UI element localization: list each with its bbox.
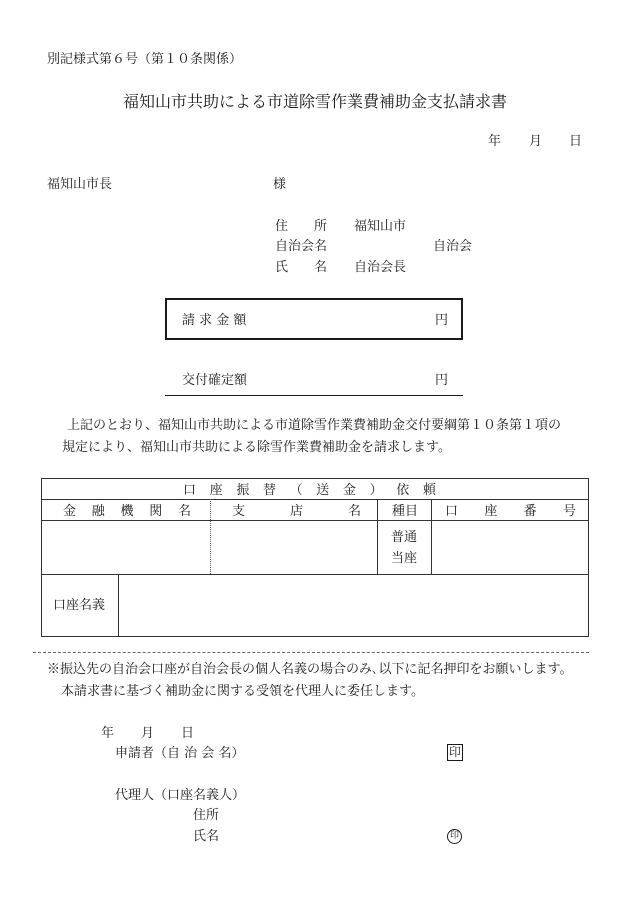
- table-rule-account-name: [41, 574, 589, 575]
- account-name-label: 口座名義: [53, 598, 106, 613]
- column-header-char: 名: [177, 504, 191, 519]
- table-divider-account-name: [118, 574, 119, 637]
- bank-table-title-char: 座: [209, 483, 223, 498]
- column-header-char: 支: [232, 504, 246, 519]
- delegation-note: ※振込先の自治会口座が自治会長の個人名義の場合のみ､以下に記名押印をお願いします。: [47, 662, 573, 677]
- table-rule-header: [41, 520, 589, 521]
- address-value: 福知山市: [354, 219, 407, 234]
- column-header-char: 座: [484, 504, 498, 519]
- addressee-name: 福知山市長: [47, 177, 113, 192]
- square-seal-mark: 印: [448, 745, 461, 759]
- column-header-account-number: [445, 504, 576, 520]
- account-type-ordinary: 普通: [391, 530, 418, 545]
- name-label-2: 名: [314, 260, 328, 275]
- column-header-char: 口: [445, 504, 459, 519]
- column-header-char: 名: [347, 504, 361, 519]
- bank-table-title-char: 依: [396, 483, 410, 498]
- delegation-address-label: 住所: [193, 808, 220, 823]
- page-title: 福知山市共助による市道除雪作業費補助金支払請求書: [122, 92, 507, 111]
- column-header-char: 番: [523, 504, 537, 519]
- addressee-honorific: 様: [273, 177, 287, 192]
- column-header-type: 種目: [391, 504, 418, 519]
- delegation-statement: 本請求書に基づく補助金に関する受領を代理人に委任します。: [61, 684, 424, 699]
- address-label-2: 所: [314, 219, 328, 234]
- delegation-date-day: 日: [181, 726, 195, 741]
- date-year-label: 年: [488, 134, 502, 149]
- claim-amount-label: 請 求 金 額: [182, 313, 247, 328]
- table-rule-title: [41, 499, 589, 500]
- column-header-institution: [63, 504, 191, 520]
- table-divider-type-left: [377, 499, 378, 574]
- column-header-char: 関: [149, 504, 163, 519]
- date-day-label: 日: [569, 134, 583, 149]
- confirmed-amount-underline: [165, 395, 463, 396]
- association-suffix: 自治会: [433, 239, 473, 254]
- bank-table-title-char: 金: [342, 483, 356, 498]
- bank-table-title-char: （: [289, 483, 303, 498]
- bank-table-title-char: 頼: [422, 483, 436, 498]
- delegation-name-label: 氏名: [193, 829, 220, 844]
- form-number: 別記様式第６号（第１０条関係）: [47, 52, 243, 67]
- bank-table-title: [183, 483, 436, 499]
- bank-table-title-char: 振: [236, 483, 250, 498]
- column-header-char: 店: [289, 504, 303, 519]
- bank-table-title-char: 替: [262, 483, 276, 498]
- delegation-date-year: 年: [101, 726, 115, 741]
- association-label: 自治会名: [275, 239, 328, 254]
- name-label-1: 氏: [275, 260, 289, 275]
- table-divider-dotted: [210, 499, 211, 574]
- delegation-date-month: 月: [141, 726, 155, 741]
- bank-table-title-char: 口: [183, 483, 197, 498]
- bank-transfer-table: [41, 478, 589, 637]
- body-text-line-1: 上記のとおり、福知山市共助による市道除雪作業費補助金交付要綱第１０条第１項の: [67, 418, 562, 433]
- column-header-branch: [232, 504, 361, 520]
- date-month-label: 月: [529, 134, 543, 149]
- bank-table-title-char: 送: [316, 483, 330, 498]
- claim-amount-unit: 円: [435, 313, 449, 328]
- round-seal-mark: 印: [447, 829, 462, 844]
- dashed-separator: [33, 652, 589, 653]
- delegation-agent-label: 代理人（口座名義人）: [115, 788, 246, 803]
- name-value: 自治会長: [354, 260, 407, 275]
- column-header-char: 金: [63, 504, 77, 519]
- account-type-current: 当座: [391, 551, 418, 566]
- table-divider-type-right: [431, 499, 432, 574]
- body-text-line-2: 規定により、福知山市共助による除雪作業費補助金を請求します。: [62, 440, 451, 455]
- bank-table-title-char: ）: [369, 483, 383, 498]
- confirmed-amount-label: 交付確定額: [182, 373, 248, 388]
- delegation-applicant-label: 申請者（自 治 会 名）: [115, 746, 245, 761]
- column-header-char: 号: [562, 504, 576, 519]
- address-label-1: 住: [275, 219, 289, 234]
- column-header-char: 機: [120, 504, 134, 519]
- column-header-char: 融: [91, 504, 105, 519]
- confirmed-amount-unit: 円: [435, 373, 449, 388]
